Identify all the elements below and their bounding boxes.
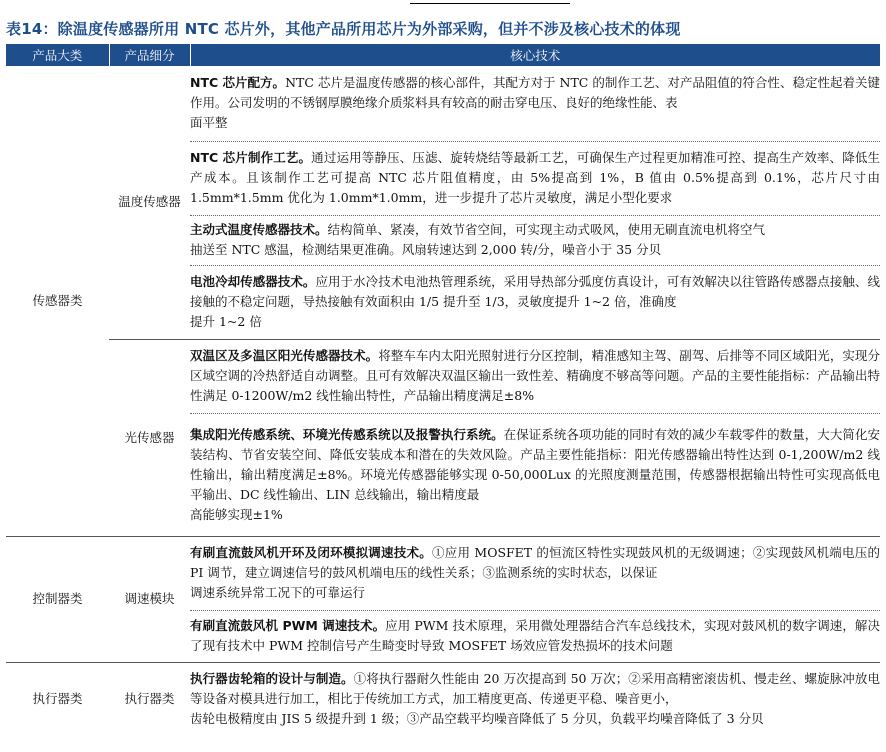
- table-row: [6, 536, 880, 610]
- tech-item-label: NTC 芯片制作工艺。: [190, 150, 312, 165]
- tech-item-label: 执行器齿轮箱的设计与制造。: [190, 671, 354, 687]
- tech-item-label: 电池冷却传感器技术。: [190, 274, 316, 289]
- tech-item-label: NTC 芯片配方。: [190, 75, 286, 91]
- header-row: [6, 44, 880, 66]
- table-row: [6, 339, 880, 413]
- tech-item-text: 应用 PWM 技术原理，采用微处理器结合汽车总线技术，实现对鼓风机的数字调速，解决了现有技术中 PWM 控制信号产生畸变时导致 MOSFET 场效应管发热损坏的技术问题: [190, 618, 881, 653]
- tech-item-tail: 提升 1~2 倍: [190, 314, 262, 329]
- tech-item-tail: 面平整: [190, 115, 228, 131]
- tech-item: [190, 339, 880, 413]
- tech-item-label: 双温区及多温区阳光传感器技术。: [190, 348, 379, 363]
- subcategory-cell: 执行器类: [124, 691, 175, 707]
- header-category: 产品大类: [6, 44, 109, 66]
- tech-item: [190, 141, 880, 215]
- tech-item: [190, 413, 880, 536]
- table-row: [6, 662, 880, 736]
- tech-item-text: ①将执行器耐久性能由 20 万次提高到 50 万次；②采用高精密滚齿机、慢走丝、螺旋脉冲放电等设备对模具进行加工，相比于传统加工方式，加工精度更高、传递更平稳、噪音更小，: [190, 671, 880, 707]
- tech-item-text: ①应用 MOSFET 的恒流区特性实现鼓风机的无级调速；②实现鼓风机端电压的 PI 调节，建立调速信号的鼓风机端电压的线性关系；③监测系统的实时状态，以保证: [190, 545, 880, 580]
- tech-item-text: 结构简单、紧凑，有效节省空间，可实现主动式吸风，使用无刷直流电机将空气: [327, 222, 766, 237]
- tech-item-label: 集成阳光传感系统、环境光传感系统以及报警执行系统。: [190, 426, 504, 442]
- category-cell: 执行器类: [32, 691, 83, 707]
- header-core-tech: 核心技术: [190, 44, 880, 66]
- tech-item-text: 在保证系统各项功能的同时有效的减少车载零件的数量，大大简化安装结构、节省安装空间、降低安装成本和潜在的失效风险。产品主要性能指标：阳光传感器输出特性达到 0-1,200W/m2 线性输出，输出精度满足±8%。环境光传感器能够实现 0-50,000Lux 的光照度测量范围，传感器根据输出特性可实现高低电平输出、DC 线性输出、LIN 总线输出，输出精度最: [190, 426, 880, 502]
- tech-item-text: 将整车车内太阳光照射进行分区控制，精准感知主驾、副驾、后排等不同区域阳光，实现分区域空调的冷热舒适自动调整。且可有效解决双温区输出一致性差、精确度不够高等问题。产品的主要性能指标：产品输出特性满足 0-1200W/m2 线性输出特性，产品输出精度满足±8%: [190, 348, 880, 403]
- table-title: 表14：除温度传感器所用 NTC 芯片外，其他产品所用芯片为外部采购，但并不涉及核心技术的体现: [6, 20, 681, 38]
- tech-item-text: NTC 芯片是温度传感器的核心部件，其配方对于 NTC 的制作工艺、对产品阻值的符合性、稳定性起着关键作用。公司发明的不锈钢厚膜绝缘介质浆料具有较高的耐击穿电压、良好的绝缘性能、表: [190, 75, 880, 111]
- tech-item: [190, 215, 880, 265]
- tech-item-tail: 高能够实现±1%: [190, 506, 283, 522]
- table-row: [6, 66, 880, 141]
- tech-item: [190, 66, 880, 141]
- subcategory-cell: 光传感器: [109, 339, 190, 536]
- tech-item: [190, 662, 880, 736]
- top-rule: [410, 3, 570, 4]
- tech-item-text: 通过运用等静压、压滤、旋转烧结等最新工艺，可确保生产过程更加精准可控、提高生产效率、降低生产成本。且该制作工艺可提高 NTC 芯片阻值精度，由 5%提高到 1%，B 值由 0.5%提高到 0.1%，芯片尺寸由 1.5mm*1.5mm 优化为 1.0mm*1.0mm，进一步提升了芯片灵敏度，满足小型化要求: [190, 150, 880, 205]
- tech-item-label: 主动式温度传感器技术。: [190, 222, 328, 237]
- tech-item: [190, 265, 880, 339]
- subcategory-cell: 温度传感器: [109, 66, 190, 339]
- tech-item-text: 应用于水冷技术电池热管理系统，采用导热部分弧度仿真设计，可有效解决以往管路传感器点接触、线接触的不稳定问题，导热接触有效面积由 1/5 提升至 1/3，灵敏度提升 1~2 倍，准确度: [190, 274, 880, 309]
- tech-item-tail: 调速系统异常工况下的可靠运行: [190, 585, 366, 600]
- tech-item-label: 有刷直流鼓风机开环及闭环模拟调速技术。: [190, 545, 432, 560]
- tech-item-tail: 抽送至 NTC 感温，检测结果更准确。风扇转速达到 2,000 转/分，噪音小于 35 分贝: [190, 242, 662, 257]
- tech-item: [190, 536, 880, 610]
- header-subcategory: 产品细分: [109, 44, 190, 66]
- tech-item-tail: 齿轮电极精度由 JIS 5 级提升到 1 级；③产品空载平均噪音降低了 5 分贝，负载平均噪音降低了 3 分贝: [190, 711, 764, 727]
- subcategory-cell: 调速模块: [109, 536, 190, 662]
- tech-item-label: 有刷直流鼓风机 PWM 调速技术。: [190, 618, 386, 633]
- core-technology-table: [6, 44, 880, 736]
- category-cell: 控制器类: [6, 536, 109, 662]
- tech-item: [190, 610, 880, 662]
- category-cell: 传感器类: [6, 66, 109, 536]
